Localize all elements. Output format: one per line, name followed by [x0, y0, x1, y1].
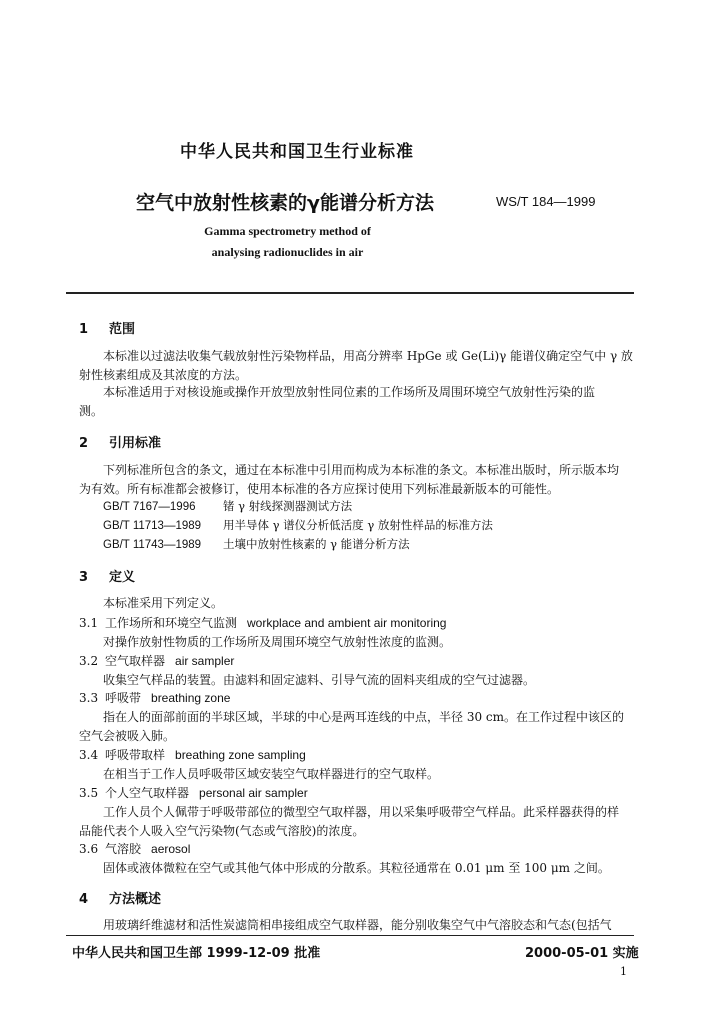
paragraph: 射性核素组成及其浓度的方法。: [79, 368, 248, 382]
standard-code: WS/T 184—1999: [496, 194, 596, 209]
reference-item: [103, 498, 352, 514]
english-title-line-2: analysing radionuclides in air: [211, 245, 364, 259]
reference-item: [103, 536, 410, 552]
term: 呼吸带取样: [105, 748, 166, 762]
reference-item: [103, 517, 493, 533]
english-title-line-1: Gamma spectrometry method of: [204, 224, 371, 238]
section-2-heading: [79, 432, 161, 451]
term: 个人空气取样器: [105, 786, 190, 800]
clause-number: 3.6: [79, 842, 99, 856]
clause-number: 3.5: [79, 786, 99, 800]
clause-number: 3.2: [79, 654, 99, 668]
paragraph: 用玻璃纤维滤材和活性炭滤筒相串接组成空气取样器，能分别收集空气中气溶胶态和气态(包括气: [103, 918, 612, 932]
definition-3-1: [79, 614, 446, 631]
reference-code: GB/T 7167—1996: [103, 501, 196, 513]
term-english: aerosol: [151, 842, 191, 856]
definition-3-3: [79, 689, 230, 706]
definition-text: 在相当于工作人员呼吸带区域安装空气取样器进行的空气取样。: [103, 767, 440, 781]
paragraph: 本标准以过滤法收集气载放射性污染物样品，用高分辨率 HpGe 或 Ge(Li)γ 能谱仪确定空气中 γ 放: [103, 349, 633, 363]
term: 空气取样器: [105, 654, 166, 668]
section-title: 引用标准: [109, 436, 162, 451]
term: 气溶胶: [105, 842, 142, 856]
section-title: 范围: [109, 322, 136, 337]
paragraph: 为有效。所有标准都会被修订，使用本标准的各方应探讨使用下列标准最新版本的可能性。: [79, 482, 560, 496]
clause-number: 3.4: [79, 748, 99, 762]
term-english: air sampler: [175, 654, 235, 668]
clause-number: 3.3: [79, 691, 99, 705]
term-english: breathing zone sampling: [175, 748, 306, 762]
definition-text: 工作人员个人佩带于呼吸带部位的微型空气取样器，用以采集呼吸带空气样品。此采样器获得的样: [103, 805, 620, 819]
section-number: 1: [79, 322, 89, 337]
paragraph: 测。: [79, 404, 104, 418]
section-3-heading: [79, 566, 135, 585]
issuing-organization: 中华人民共和国卫生行业标准: [180, 142, 414, 162]
definition-text: 收集空气样品的装置。由滤料和固定滤料、引导气流的固料夹组成的空气过滤器。: [103, 673, 536, 687]
term: 工作场所和环境空气监测: [105, 616, 238, 630]
implementation-date: 2000-05-01 实施: [525, 946, 639, 961]
definition-text: 对操作放射性物质的工作场所及周围环境空气放射性浓度的监测。: [103, 635, 452, 649]
section-title: 定义: [109, 570, 136, 585]
section-4-heading: [79, 888, 161, 907]
definition-3-2: [79, 652, 234, 669]
paragraph: 本标准采用下列定义。: [103, 596, 224, 610]
definition-3-5: [79, 784, 308, 801]
reference-code: GB/T 11743—1989: [103, 539, 202, 551]
approval-statement: 中华人民共和国卫生部 1999-12-09 批准: [72, 946, 321, 961]
paragraph: 本标准适用于对核设施或操作开放型放射性同位素的工作场所及周围环境空气放射性污染的监: [103, 385, 596, 399]
definition-text: 固体或液体微粒在空气或其他气体中形成的分散系。其粒径通常在 0.01 μm 至 100 μm 之间。: [103, 861, 610, 875]
definition-text: 品能代表个人吸入空气污染物(气态或气溶胶)的浓度。: [79, 824, 365, 838]
definition-text: 指在人的面部前面的半球区域，半球的中心是两耳连线的中点，半径 30 cm。在工作过程中该区的: [103, 710, 625, 724]
term: 呼吸带: [105, 691, 142, 705]
clause-number: 3.1: [79, 616, 99, 630]
page-number: 1: [620, 965, 627, 978]
term-english: workplace and ambient air monitoring: [247, 616, 447, 630]
definition-text: 空气会被吸入肺。: [79, 729, 176, 743]
header-divider: [66, 292, 634, 294]
document-title: 空气中放射性核素的γ能谱分析方法: [136, 192, 434, 214]
section-1-heading: [79, 318, 135, 337]
reference-code: GB/T 11713—1989: [103, 520, 202, 532]
section-number: 4: [79, 892, 89, 907]
reference-title: 土壤中放射性核素的 γ 能谱分析方法: [223, 537, 410, 551]
section-title: 方法概述: [109, 892, 162, 907]
paragraph: 下列标准所包含的条文，通过在本标准中引用而构成为本标准的条文。本标准出版时，所示版本均: [103, 463, 620, 477]
definition-3-4: [79, 746, 306, 763]
term-english: personal air sampler: [199, 786, 308, 800]
definition-3-6: [79, 840, 190, 857]
section-number: 2: [79, 436, 89, 451]
section-number: 3: [79, 570, 89, 585]
footer-divider: [66, 935, 634, 936]
reference-title: 锗 γ 射线探测器测试方法: [223, 499, 353, 513]
term-english: breathing zone: [151, 691, 231, 705]
reference-title: 用半导体 γ 谱仪分析低活度 γ 放射性样品的标准方法: [223, 518, 493, 532]
